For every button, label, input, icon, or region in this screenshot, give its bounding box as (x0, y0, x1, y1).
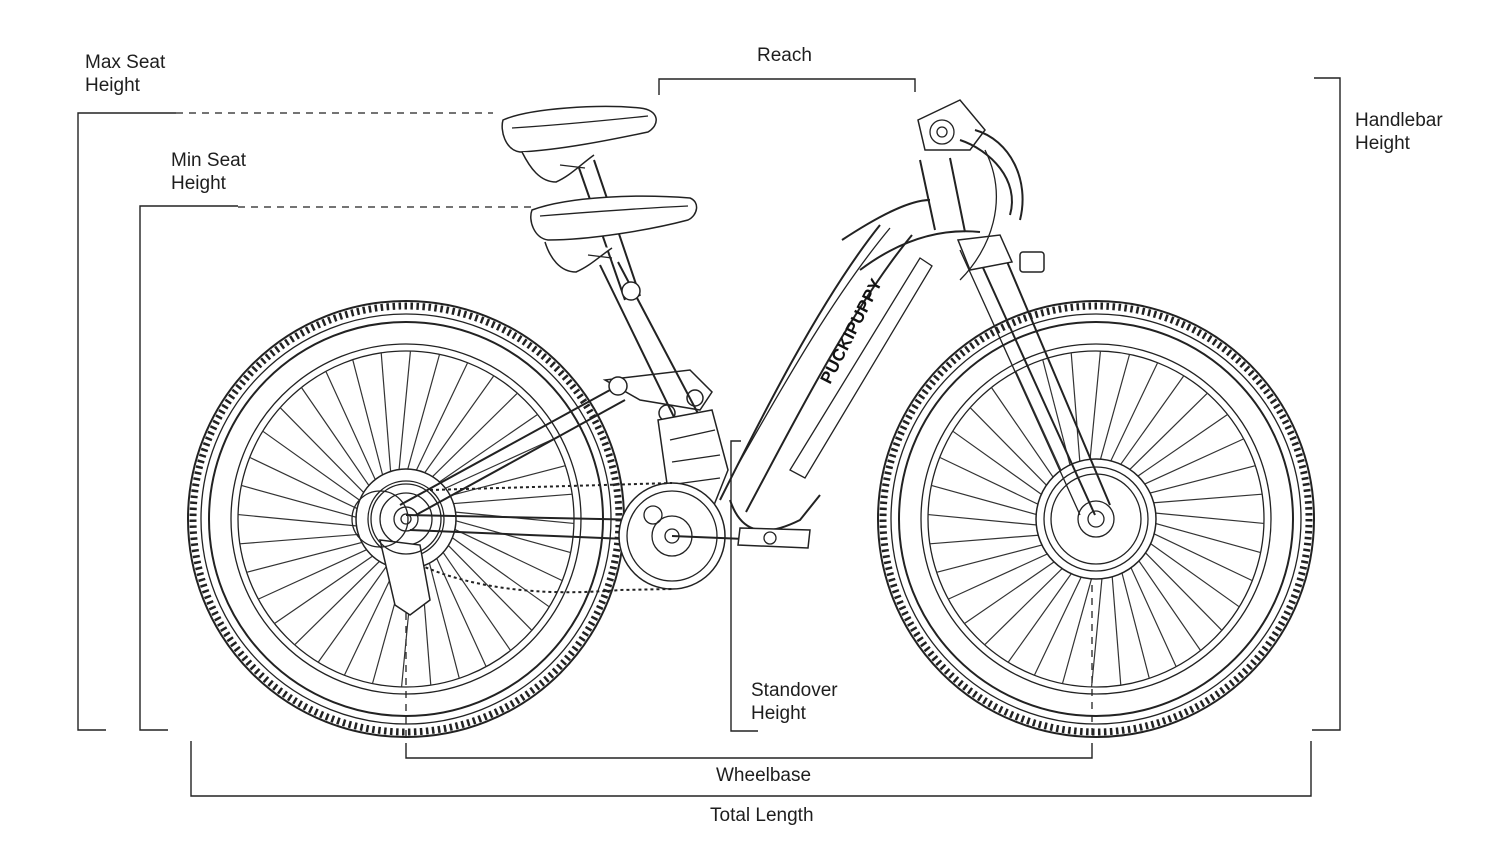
frame-brand-text: PUCKIPUPPY (816, 275, 887, 387)
reach-label: Reach (757, 45, 812, 66)
standover-height-label: Standover Height (751, 680, 838, 724)
total-length-label: Total Length (710, 805, 814, 826)
max-seat-height-label: Max Seat Height (85, 52, 166, 96)
handlebar-height-label: Handlebar Height (1355, 110, 1443, 154)
min-seat-height-label: Min Seat Height (171, 150, 246, 194)
wheelbase-label: Wheelbase (716, 765, 812, 786)
